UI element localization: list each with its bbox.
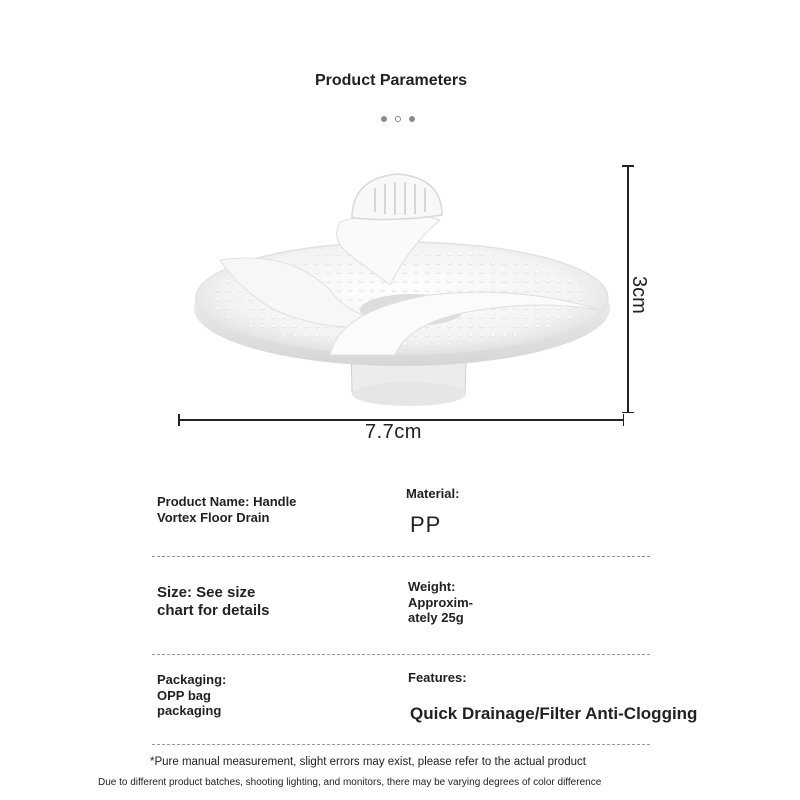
material-label: Material: xyxy=(406,486,460,501)
features-label: Features: xyxy=(408,670,467,685)
weight-spec xyxy=(408,579,473,626)
weight-label: Weight: xyxy=(408,579,456,594)
packaging-line-1: OPP bag xyxy=(157,687,211,703)
height-dimension-label: 3cm xyxy=(628,276,650,314)
packaging-label: Packaging: xyxy=(157,672,227,687)
width-dimension-label: 7.7cm xyxy=(365,421,422,443)
product-name-line-2: Vortex Floor Drain xyxy=(157,509,270,525)
packaging-spec xyxy=(157,672,226,719)
size-line-2: chart for details xyxy=(157,602,270,619)
carousel-dot-3[interactable] xyxy=(409,116,415,122)
product-name-spec xyxy=(157,494,296,525)
spec-divider-1 xyxy=(152,556,650,557)
packaging-line-2: packaging xyxy=(157,703,222,719)
carousel-dot-2-active[interactable] xyxy=(395,116,401,122)
color-difference-note: Due to different product batches, shooting lighting, and monitors, there may be varying degrees of color difference xyxy=(98,777,602,788)
features-value: Quick Drainage/Filter Anti-Clogging xyxy=(410,704,698,723)
measurement-note: *Pure manual measurement, slight errors may exist, please refer to the actual product xyxy=(150,756,586,768)
carousel-dot-1[interactable] xyxy=(381,116,387,122)
material-value: PP xyxy=(410,512,442,537)
carousel-indicator[interactable] xyxy=(381,116,415,122)
spec-divider-3 xyxy=(152,744,650,745)
page-title: Product Parameters xyxy=(314,72,468,89)
product-name-line-1: Product Name: Handle xyxy=(157,494,297,509)
size-line-1: Size: See size xyxy=(157,584,256,601)
spec-divider-2 xyxy=(152,654,650,655)
weight-line-2: ately 25g xyxy=(408,610,464,626)
floor-drain-product-image xyxy=(180,160,640,430)
weight-line-1: Approxim- xyxy=(408,594,473,610)
size-spec xyxy=(157,584,270,620)
